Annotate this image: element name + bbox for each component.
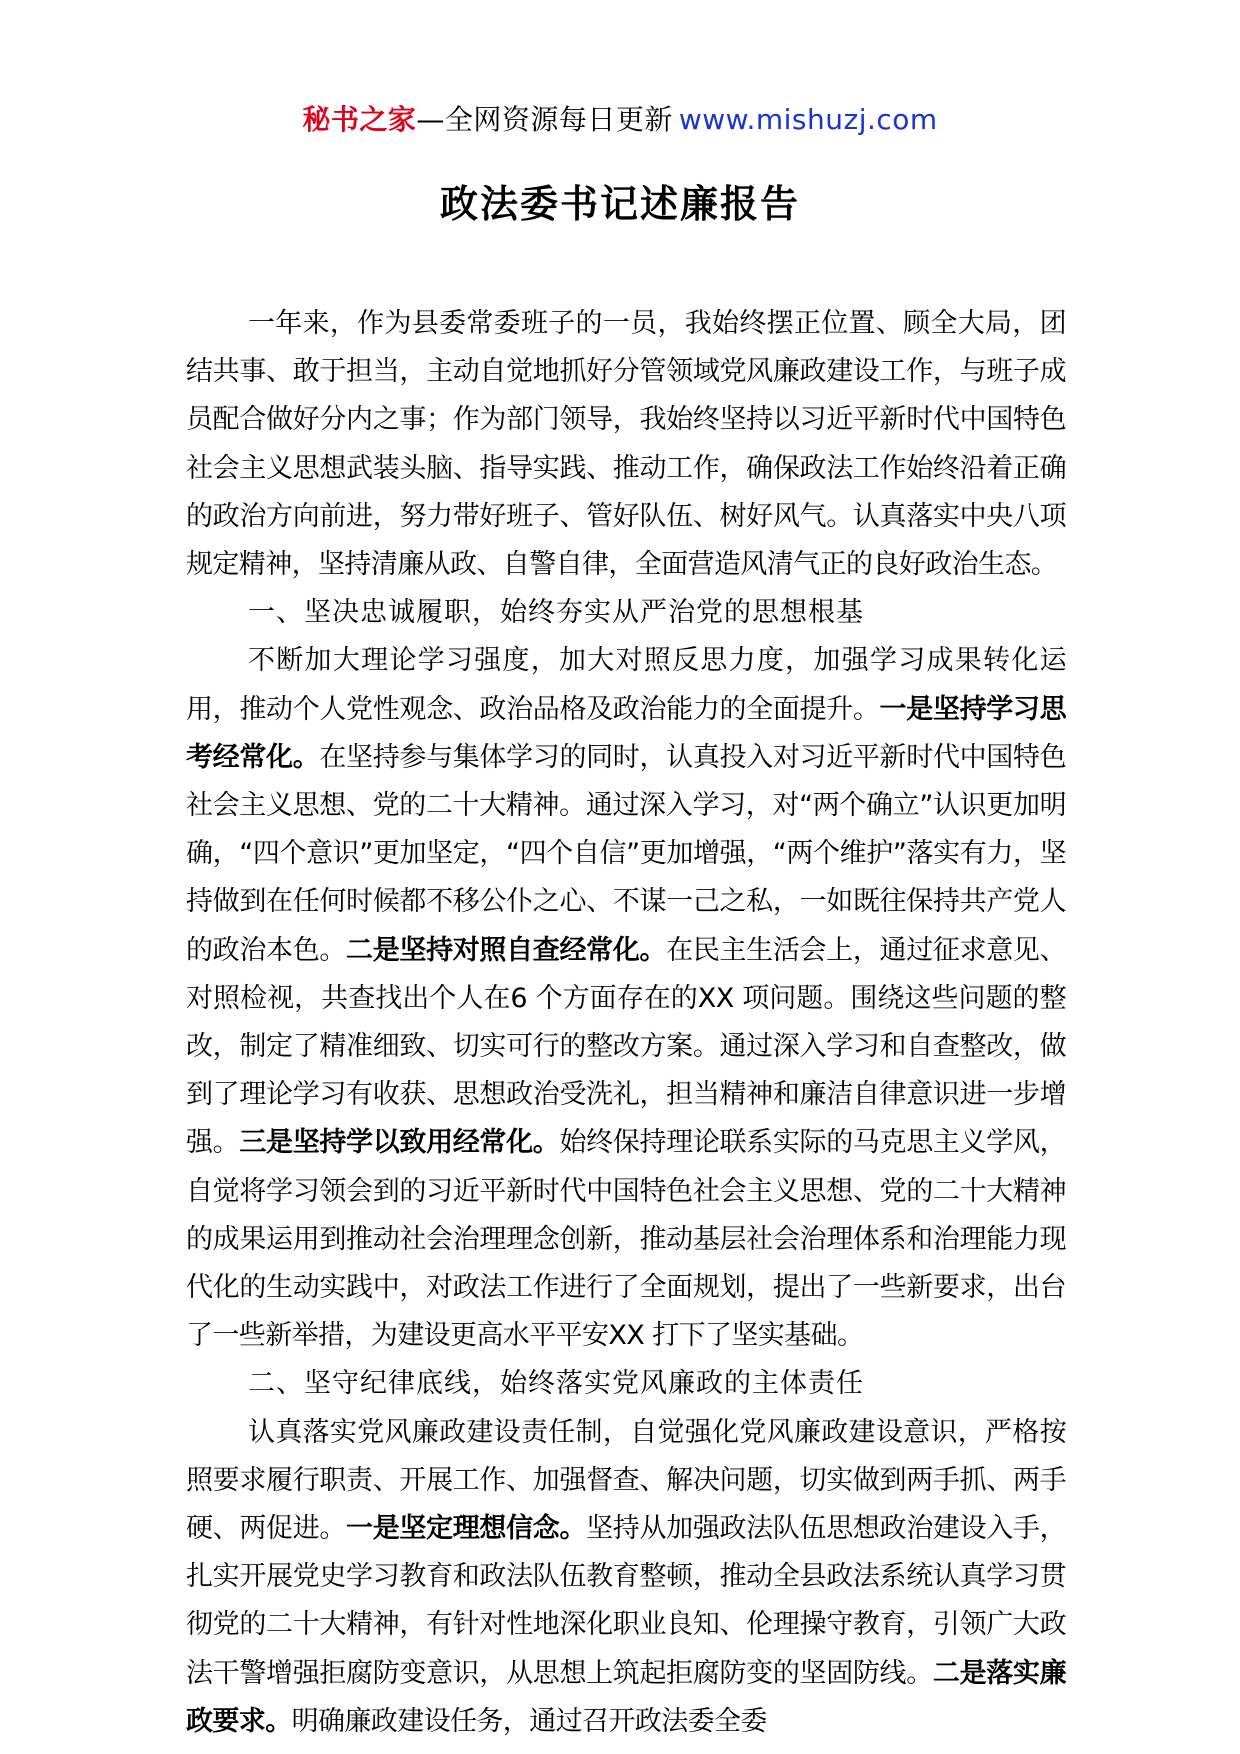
section1-text-a: 不断加大理论学习强度，加大对照反思力度，加强学习成果转化运用，推动个人党性观念、政治品格及政治能力的全面提升。 <box>186 645 1066 725</box>
section1-paragraph-1 <box>186 637 1066 1360</box>
section2-bold-2: 二是落实廉政要求。 <box>186 1657 1067 1737</box>
document-body <box>186 300 1066 1746</box>
section1-bold-2: 二是坚持对照自查经常化。 <box>346 934 667 966</box>
section1-text-c: 在民主生活会上，通过征求意见、对照检视，共查找出个人在6 个方面存在的XX 项问题。围绕这些问题的整改，制定了精准细致、切实可行的整改方案。通过深入学习和自查整改，做到了理论学习有收获、思想政治受洗礼，担当精神和廉洁自律意识进一步增强。 <box>186 934 1066 1159</box>
site-tagline: —全网资源每日更新 <box>416 103 673 136</box>
section1-text-d: 始终保持理论联系实际的马克思主义学风，自觉将学习领会到的习近平新时代中国特色社会主义思想、党的二十大精神的成果运用到推动社会治理理念创新，推动基层社会治理体系和治理能力现代化的生动实践中，对政法工作进行了全面规划，提出了一些新要求，出台了一些新举措，为建设更高水平平安XX 打下了坚实基础。 <box>186 1127 1066 1352</box>
section1-bold-1: 一是坚持学习思考经常化。 <box>186 693 1066 773</box>
section-heading-1: 一、坚决忠诚履职，始终夯实从严治党的思想根基 <box>248 597 864 629</box>
section2-bold-1: 一是坚定理想信念。 <box>346 1513 587 1545</box>
section1-text-b: 在坚持参与集体学习的同时，认真投入对习近平新时代中国特色社会主义思想、党的二十大精神。通过深入学习，对“两个确立”认识更加明确，“四个意识”更加坚定，“四个自信”更加增强，“两个维护”落实有力，坚持做到在任何时候都不移公仆之心、不谋一己之私，一如既往保持共产党人的政治本色。 <box>186 741 1066 966</box>
intro-paragraph: 一年来，作为县委常委班子的一员，我始终摆正位置、顾全大局，团结共事、敢于担当，主动自觉地抓好分管领域党风廉政建设工作，与班子成员配合做好分内之事；作为部门领导，我始终坚持以习近平新时代中国特色社会主义思想武装头脑、指导实践、推动工作，确保政法工作始终沿着正确的政治方向前进，努力带好班子、管好队伍、树好风气。认真落实中央八项规定精神，坚持清廉从政、自警自律，全面营造风清气正的良好政治生态。 <box>186 308 1066 581</box>
section2-text-a: 认真落实党风廉政建设责任制，自觉强化党风廉政建设意识，严格按照要求履行职责、开展工作、加强督查、解决问题，切实做到两手抓、两手硬、两促进。 <box>186 1416 1066 1545</box>
section1-bold-3: 三是坚持学以致用经常化。 <box>239 1127 560 1159</box>
document-title: 政法委书记述廉报告 <box>439 181 800 226</box>
section-heading-2: 二、坚守纪律底线，始终落实党风廉政的主体责任 <box>248 1368 864 1400</box>
section2-text-c: 明确廉政建设任务，通过召开政法委全委 <box>291 1705 767 1737</box>
section2-paragraph-1 <box>186 1409 1066 1746</box>
site-brand: 秘书之家 <box>302 103 417 136</box>
site-banner <box>0 100 1240 140</box>
site-url-link[interactable]: www.mishuzj.com <box>678 103 938 136</box>
section2-text-b: 坚持从加强政法队伍思想政治建设入手，扎实开展党史学习教育和政法队伍教育整顿，推动全县政法系统认真学习贯彻党的二十大精神，有针对性地深化职业良知、伦理操守教育，引领广大政法干警增强拒腐防变意识，从思想上筑起拒腐防变的坚固防线。 <box>186 1513 1066 1689</box>
